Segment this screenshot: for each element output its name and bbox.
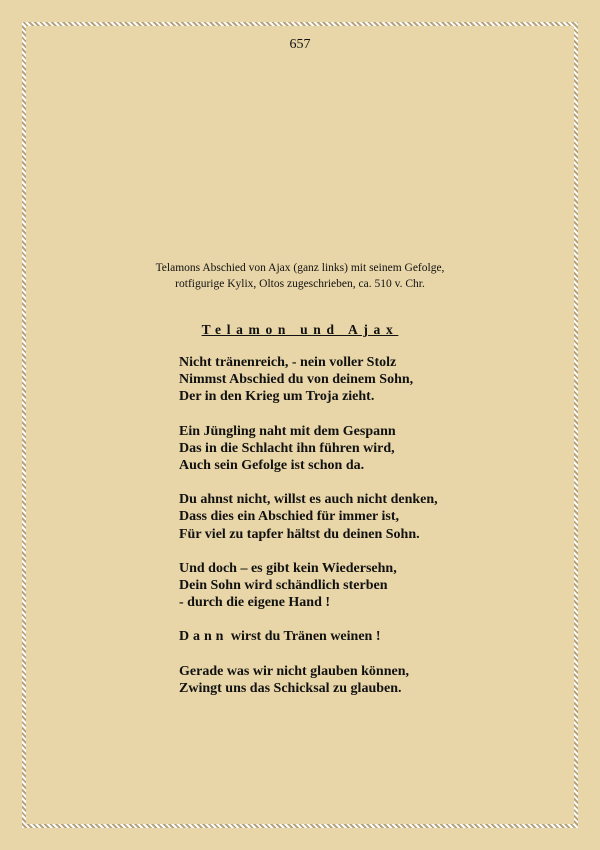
stanza-6	[179, 663, 438, 697]
poem-line: Zwingt uns das Schicksal zu glauben.	[179, 680, 402, 696]
stanza-3	[179, 491, 438, 543]
caption-line-1: Telamons Abschied von Ajax (ganz links) mit seinem Gefolge,	[155, 262, 445, 274]
stanza-4	[179, 560, 438, 612]
poem-line: Für viel zu tapfer hältst du deinen Sohn.	[179, 526, 420, 542]
poem-line: Du ahnst nicht, willst es auch nicht denken,	[179, 492, 438, 508]
caption-line-2: rotfigurige Kylix, Oltos zugeschrieben, ca. 510 v. Chr.	[175, 278, 425, 290]
poem-line: Dass dies ein Abschied für immer ist,	[179, 509, 399, 525]
poem-line: Ein Jüngling naht mit dem Gespann	[179, 423, 396, 439]
poem-line: Nicht tränenreich, - nein voller Stolz	[179, 355, 397, 370]
poem-line: - durch die eigene Hand !	[179, 595, 331, 611]
stanza-5	[179, 628, 438, 645]
poem	[179, 354, 438, 714]
page-number: 657	[289, 37, 311, 52]
poem-line: Der in den Krieg um Troja zieht.	[179, 389, 375, 405]
stanza-2	[179, 423, 438, 475]
poem-line: Dein Sohn wird schändlich sterben	[179, 578, 388, 594]
poem-line	[179, 628, 438, 645]
poem-line: Und doch – es gibt kein Wiedersehn,	[179, 560, 397, 576]
poem-line: Gerade was wir nicht glauben können,	[179, 663, 409, 679]
stanza-1	[179, 354, 438, 406]
poem-line: Das in die Schlacht ihn führen wird,	[179, 440, 395, 456]
poem-line: Nimmst Abschied du von deinem Sohn,	[179, 372, 414, 388]
poem-title: Telamon und Ajax	[201, 322, 399, 337]
poem-line-rest: wirst du Tränen weinen !	[230, 629, 381, 645]
emphasis-word: Dann	[179, 629, 228, 645]
image-caption	[0, 260, 600, 292]
poem-line: Auch sein Gefolge ist schon da.	[179, 458, 365, 474]
